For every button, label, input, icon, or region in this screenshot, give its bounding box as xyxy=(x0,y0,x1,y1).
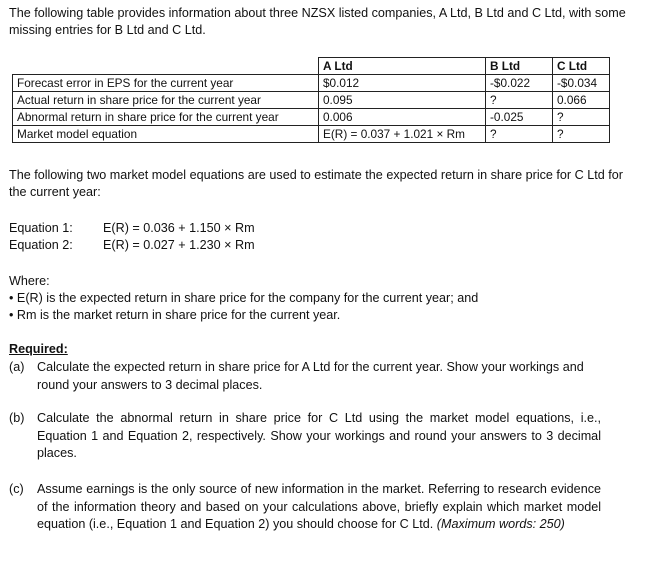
cell-a: 0.095 xyxy=(319,92,486,109)
question-b xyxy=(9,410,601,463)
table-row xyxy=(13,75,610,92)
header-a-ltd: A Ltd xyxy=(319,58,486,75)
question-label: (a) xyxy=(9,360,25,374)
cell-c: ? xyxy=(553,126,610,143)
equation-2 xyxy=(9,237,255,253)
question-label: (c) xyxy=(9,482,24,496)
row-label: Actual return in share price for the current year xyxy=(13,92,319,109)
question-label: (b) xyxy=(9,411,25,425)
bullet-icon: • xyxy=(9,308,17,322)
cell-c: ? xyxy=(553,109,610,126)
company-table xyxy=(12,57,610,143)
required-heading: Required: xyxy=(9,342,68,356)
bullet-icon: • xyxy=(9,291,17,305)
equation-formula: E(R) = 0.036 + 1.150 × Rm xyxy=(103,221,255,235)
cell-b: ? xyxy=(486,126,553,143)
question-text: Calculate the expected return in share price for A Ltd for the current year. Show your workings and round your answers to 3 decimal places. xyxy=(37,360,584,392)
table-header-empty xyxy=(13,58,319,75)
question-a xyxy=(9,359,601,394)
question-c xyxy=(9,481,601,534)
equation-1 xyxy=(9,220,255,236)
header-c-ltd: C Ltd xyxy=(553,58,610,75)
list-item: • Rm is the market return in share price for the current year. xyxy=(9,308,341,322)
table-row xyxy=(13,126,610,143)
table-row xyxy=(13,109,610,126)
question-text: Calculate the abnormal return in share price for C Ltd using the market model equations, i.e., Equation 1 and Equation 2, respectively. Show your workings and round your answers to 3 decimal places. xyxy=(37,411,601,460)
cell-a: 0.006 xyxy=(319,109,486,126)
cell-b: ? xyxy=(486,92,553,109)
table-row xyxy=(13,92,610,109)
cell-c: -$0.034 xyxy=(553,75,610,92)
equation-label: Equation 1: xyxy=(9,221,73,235)
row-label: Forecast error in EPS for the current year xyxy=(13,75,319,92)
cell-a: E(R) = 0.037 + 1.021 × Rm xyxy=(319,126,486,143)
question-text: Assume earnings is the only source of new information in the market. Referring to research evidence of the information theory and based on your calculations above, briefly explain which market model equation (i.e., Equation 1 and Equation 2) you should choose for C Ltd. (Maximum words: 250) xyxy=(37,482,601,531)
row-label: Market model equation xyxy=(13,126,319,143)
table-header-row xyxy=(13,58,610,75)
equation-label: Equation 2: xyxy=(9,238,73,252)
header-b-ltd: B Ltd xyxy=(486,58,553,75)
equation-formula: E(R) = 0.027 + 1.230 × Rm xyxy=(103,238,255,252)
row-label: Abnormal return in share price for the current year xyxy=(13,109,319,126)
cell-c: 0.066 xyxy=(553,92,610,109)
equations-intro-paragraph: The following two market model equations are used to estimate the expected return in share price for C Ltd for the current year: xyxy=(9,168,623,199)
intro-paragraph: The following table provides information about three NZSX listed companies, A Ltd, B Ltd and C Ltd, with some missing entries for B Ltd and C Ltd. xyxy=(9,6,626,37)
cell-b: -0.025 xyxy=(486,109,553,126)
word-limit-note: (Maximum words: 250) xyxy=(436,517,565,531)
list-item: • E(R) is the expected return in share price for the company for the current year; and xyxy=(9,291,479,305)
where-label: Where: xyxy=(9,274,50,288)
cell-b: -$0.022 xyxy=(486,75,553,92)
cell-a: $0.012 xyxy=(319,75,486,92)
